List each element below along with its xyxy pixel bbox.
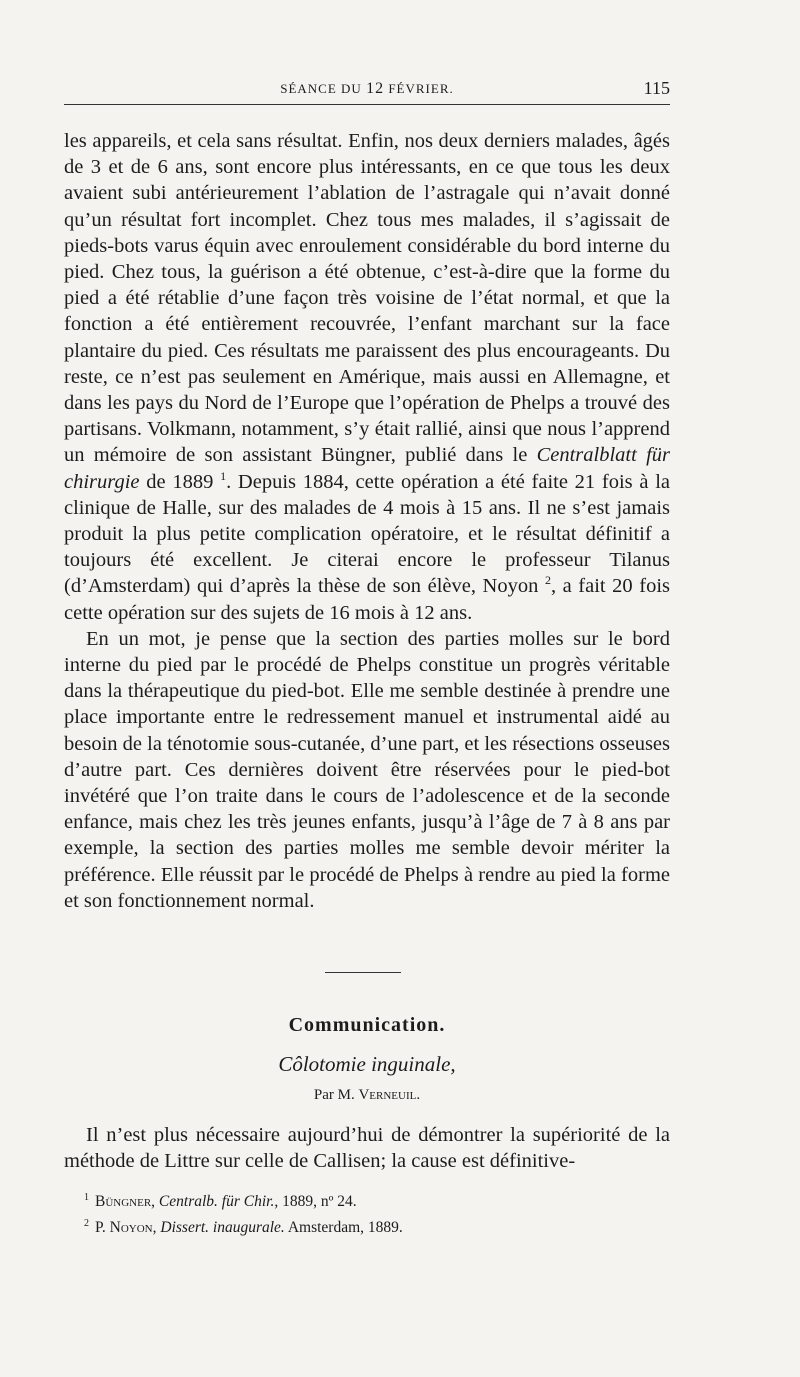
footnote-mark: 1 xyxy=(84,1192,89,1203)
footnote-sep: , xyxy=(151,1193,159,1211)
paragraph-1 xyxy=(64,128,670,626)
footnote-rest: , 1889, nº 24. xyxy=(274,1193,357,1211)
running-title-pre: SÉANCE DU xyxy=(280,81,367,96)
footnote-work: Dissert. inaugurale. xyxy=(160,1219,285,1237)
byline-author: Verneuil. xyxy=(358,1087,421,1103)
footnote-work: Centralb. für Chir. xyxy=(158,1193,275,1211)
running-head xyxy=(64,78,670,100)
footnote-2 xyxy=(84,1213,670,1239)
p1-text-2: de 1889 xyxy=(139,470,221,493)
p1-text-3: . Depuis 1884, cette opération a été faite 21 fois à la clinique de Halle, sur des malades de 4 mois à 15 ans. Il ne s’est jamais produit la plus petite complication opératoire, et le résultat définitif a toujours été excellent. Je citerai encore le professeur Tilanus (d’Amsterdam) qui d’après la thèse de son élève, Noyon xyxy=(64,470,670,598)
footnote-rest: Amsterdam, 1889. xyxy=(284,1219,403,1237)
footnote-sep: , xyxy=(152,1219,161,1237)
footnote-ref-1: 1 xyxy=(220,468,227,483)
paragraph-2: En un mot, je pense que la section des parties molles sur le bord interne du pied par le procédé de Phelps constitue un progrès véritable dans la thérapeutique du pied-bot. Elle me semble destinée à prendre une place importante entre le redressement manuel et instrumental aidé au besoin de la ténotomie sous-cutanée, d’une part, et les résections osseuses d’autre part. Ces dernières doivent être réservées pour le pied-bot invétéré que l’on traite dans le cours de l’adolescence et de la seconde enfance, mais chez les très jeunes enfants, jusqu’à l’âge de 7 à 8 ans par exemple, la section des parties molles me semble devoir mériter la préférence. Elle réussit par le procédé de Phelps à rendre au pied la forme et son fonctionnement normal. xyxy=(64,627,670,912)
running-title-post: FÉVRIER. xyxy=(384,81,454,96)
footnotes xyxy=(84,1187,670,1239)
journal-title: Centralblatt für chirurgie xyxy=(64,444,670,493)
article-text xyxy=(64,1122,670,1174)
footnote-mark: 2 xyxy=(84,1218,89,1230)
article-paragraph: Il n’est plus nécessaire aujourd’hui de démontrer la supériorité de la méthode de Littre sur celle de Callisen; la cause est définitive- xyxy=(64,1124,670,1173)
footnote-ref-2: 2 xyxy=(544,573,551,588)
footnote-author: P. Noyon xyxy=(95,1219,153,1237)
running-title xyxy=(64,80,670,98)
article-title: Côlotomie inguinale, xyxy=(278,1052,456,1076)
body-text xyxy=(64,128,670,914)
footnote-1 xyxy=(84,1187,670,1213)
p1-text-4: , a fait 20 fois cette opération sur des sujets de 16 mois à 12 ans. xyxy=(64,575,671,624)
running-title-day: 12 xyxy=(366,80,385,97)
page-number: 115 xyxy=(643,78,670,98)
p1-text-1: les appareils, et cela sans résultat. Enfin, nos deux derniers malades, âgés de 3 et de 6 ans, sont encore plus intéressants, en ce que tous les deux avaient subi antérieurement l’ablation de l’astragale qui n’avait donné qu’un résultat fort incomplet. Chez tous mes malades, il s’agissait de pieds-bots varus équin avec enroulement considérable du bord interne du pied. Chez tous, la guérison a été obtenue, c’est-à-dire que la forme du pied a été rétablie d’une façon très voisine de l’état normal, et que la fonction a été entièrement recouvrée, l’enfant marchant sur la face plantaire du pied. Ces résultats me paraissent des plus encourageants. Du reste, ce n’est pas seulement en Amérique, mais aussi en Allemagne, et dans les pays du Nord de l’Europe que l’opération de Phelps a trouvé des partisans. Volkmann, notamment, s’y était rallié, ainsi que nous l’apprend un mémoire de son assistant Büngner, publié dans le xyxy=(64,130,670,467)
footnote-author: Büngner xyxy=(95,1193,152,1211)
header-rule xyxy=(64,104,670,105)
byline xyxy=(64,1087,670,1104)
byline-prefix: Par M. xyxy=(313,1087,359,1103)
section-heading: Communication. xyxy=(288,1014,446,1036)
section-divider xyxy=(325,972,401,973)
